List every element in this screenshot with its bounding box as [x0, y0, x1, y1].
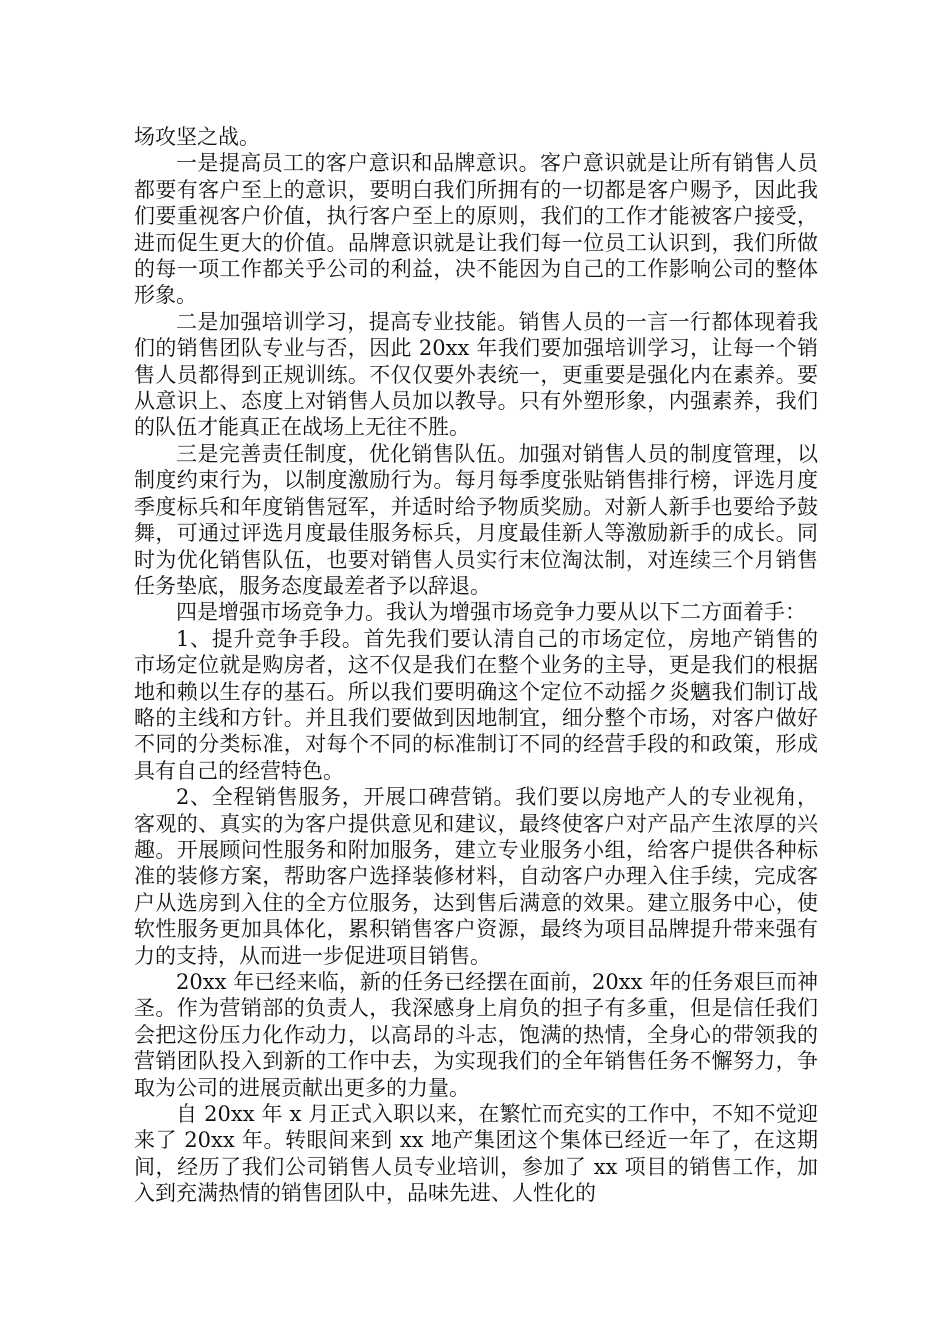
paragraph-full-sales-service: 2、全程销售服务，开展口碑营销。我们要以房地产人的专业视角，客观的、真实的为客户提供意见和建议，最终使客户对产品产生浓厚的兴趣。开展顾问性服务和附加服务，建立专业服务小组，给客户提供各种标准的装修方案，帮助客户选择装修材料，自动客户办理入住手续，完成客户从选房到入住的全方位服务，达到售后满意的效果。建立服务中心，使软性服务更加具体化，累积销售客户资源，最终为项目品牌提升带来强有力的支持，从而进一步促进项目销售。 — [134, 785, 818, 968]
paragraph-customer-brand-awareness: 一是提高员工的客户意识和品牌意识。客户意识就是让所有销售人员都要有客户至上的意识，要明白我们所拥有的一切都是客户赐予，因此我们要重视客户价值，执行客户至上的原则，我们的工作才能被客户接受，进而促生更大的价值。品牌意识就是让我们每一位员工认识到，我们所做的每一项工作都关乎公司的利益，决不能因为自己的工作影响公司的整体形象。 — [134, 151, 818, 308]
document-body — [134, 124, 818, 1207]
paragraph-competitive-means: 1、提升竞争手段。首先我们要认清自己的市场定位，房地产销售的市场定位就是购房者，这不仅是我们在整个业务的主导，更是我们的根据地和赖以生存的基石。所以我们要明确这个定位不动摇ク炎魑我们制订战略的主线和方针。并且我们要做到因地制宜，细分整个市场，对客户做好不同的分类标准，对每个不同的标准制订不同的经营手段的和政策，形成具有自己的经营特色。 — [134, 626, 818, 783]
paragraph-training: 二是加强培训学习，提高专业技能。销售人员的一言一行都体现着我们的销售团队专业与否，因此 20xx 年我们要加强培训学习，让每一个销售人员都得到正规训练。不仅仅要外表统一，更重要是强化内在素养。要从意识上、态度上对销售人员加以教导。只有外塑形象，内强素养，我们的队伍才能真正在战场上无往不胜。 — [134, 309, 818, 440]
paragraph-since-joining: 自 20xx 年 x 月正式入职以来，在繁忙而充实的工作中，不知不觉迎来了 20xx 年。转眼间来到 xx 地产集团这个集体已经近一年了，在这期间，经历了我们公司销售人员专业培训，参加了 xx 项目的销售工作，加入到充满热情的销售团队中，品味先进、人性化的 — [134, 1102, 818, 1206]
paragraph-market-competitiveness: 四是增强市场竞争力。我认为增强市场竞争力要从以下二方面着手： — [176, 600, 806, 625]
paragraph-new-year-tasks: 20xx 年已经来临，新的任务已经摆在面前，20xx 年的任务艰巨而神圣。作为营销部的负责人，我深感身上肩负的担子有多重，但是信任我们会把这份压力化作动力，以高昂的斗志，饱满的热情，全身心的带领我的营销团队投入到新的工作中去，为实现我们的全年销售任务不懈努力，争取为公司的进展贡献出更多的力量。 — [134, 970, 818, 1100]
paragraph-responsibility-system: 三是完善责任制度，优化销售队伍。加强对销售人员的制度管理，以制度约束行为，以制度激励行为。每月每季度张贴销售排行榜，评选月度季度标兵和年度销售冠军，并适时给予物质奖励。对新人新手也要给予鼓舞，可通过评选月度最佳服务标兵，月度最佳新人等激励新手的成长。同时为优化销售队伍，也要对销售人员实行末位淘汰制，对连续三个月销售任务垫底，服务态度最差者予以辞退。 — [134, 441, 818, 598]
paragraph-continuation: 场攻坚之战。 — [134, 125, 260, 149]
